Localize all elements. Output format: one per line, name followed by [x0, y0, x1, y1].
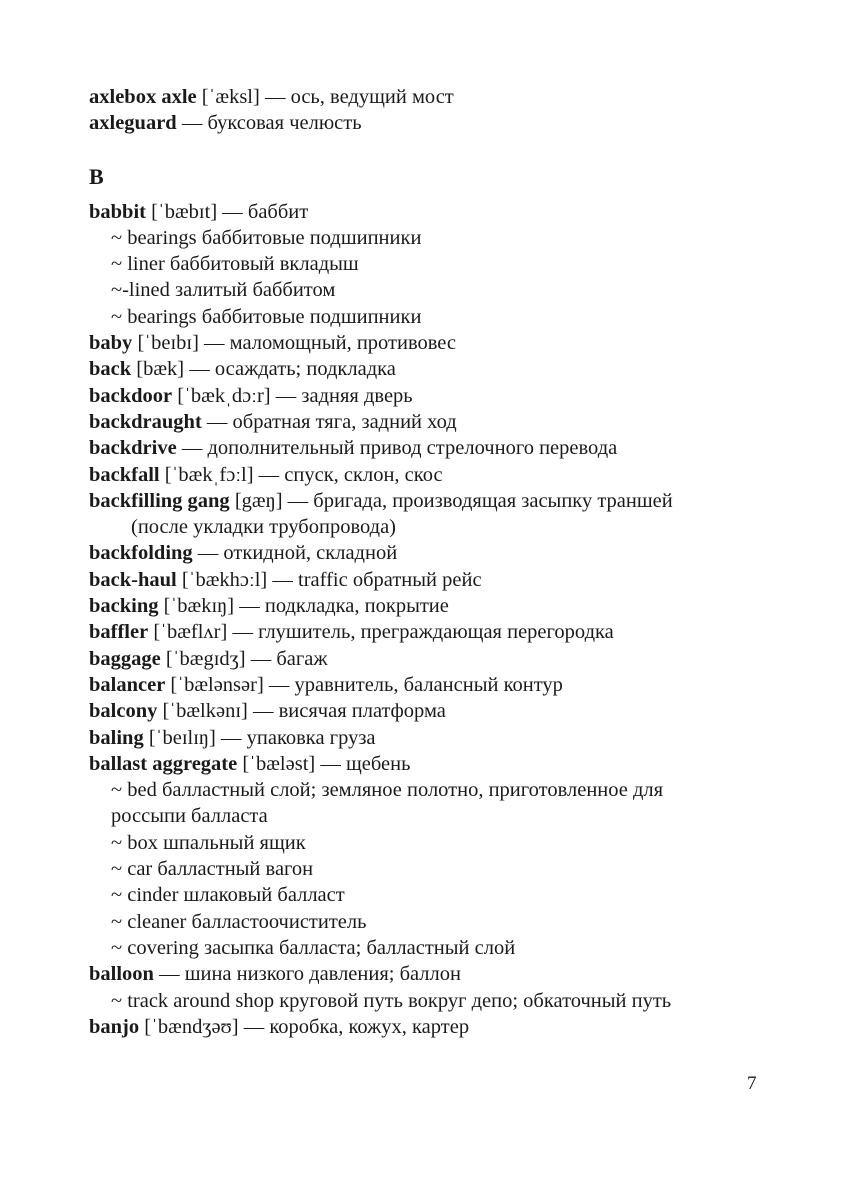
entry-headword: backfall [89, 463, 160, 486]
sub-entry: россыпи балласта [111, 805, 268, 828]
entry-definition: [ˈbælənsər] — уравнитель, балансный контур [165, 673, 563, 696]
dictionary-entry [89, 540, 761, 566]
dictionary-entry [89, 383, 761, 409]
entry-definition: [bæk] — осаждать; подкладка [131, 358, 396, 381]
dictionary-entry [89, 488, 761, 514]
entry-definition: [ˈbækhɔːl] — traffic обратный рейс [176, 568, 482, 591]
entry-definition: [ˈbægɪdʒ] — багаж [160, 647, 328, 670]
entry-definition: [ˈbæflʌr] — глушитель, преграждающая перегородка [148, 621, 614, 644]
dictionary-entry [89, 725, 761, 751]
dictionary-entry [89, 698, 761, 724]
entry-headword: ballast aggregate [89, 752, 238, 775]
entry-headword: balcony [89, 700, 158, 723]
section-letter: B [89, 163, 104, 189]
dictionary-entry [89, 435, 761, 461]
entry-headword: backdraught [89, 410, 202, 433]
sub-entry: ~ cleaner балластоочиститель [111, 910, 367, 933]
entry-headword: back-haul [89, 568, 177, 591]
entry-headword: banjo [89, 1015, 140, 1038]
entry-definition: — обратная тяга, задний ход [201, 410, 457, 433]
entry-definition: [ˈbækˌfɔːl] — спуск, склон, скос [159, 463, 443, 486]
entry-definition: [ˈbækɪŋ] — подкладка, покрытие [158, 595, 449, 618]
page-body [89, 84, 761, 1040]
dictionary-entry [89, 751, 761, 777]
entries-before-section [89, 84, 761, 137]
dictionary-entry [89, 110, 761, 136]
page-number: 7 [747, 1073, 757, 1094]
entry-headword: baffler [89, 621, 149, 644]
entry-definition: [ˈbælkənɪ] — висячая платформа [157, 700, 446, 723]
sub-entry: ~-lined залитый баббитом [111, 279, 336, 302]
entry-headword: backdrive [89, 437, 177, 460]
entry-headword: axleguard [89, 112, 177, 135]
entry-headword: balloon [89, 963, 154, 986]
sub-entry: ~ bed балластный слой; земляное полотно, приготовленное для [111, 779, 664, 802]
entry-definition: [ˈæksl] — ось, ведущий мост [196, 86, 454, 108]
sub-entry: ~ covering засыпка балласта; балластный слой [111, 936, 516, 959]
entry-definition: — дополнительный привод стрелочного перевода [176, 437, 618, 460]
sub-entry: ~ bearings баббитовые подшипники [111, 305, 422, 328]
entry-definition: [ˈbæləst] — щебень [237, 752, 411, 775]
entry-headword: backfilling gang [89, 489, 230, 512]
sub-entry: ~ bearings баббитовые подшипники [111, 226, 422, 249]
entry-headword: backing [89, 595, 159, 618]
dictionary-entry [89, 462, 761, 488]
entry-headword: babbit [89, 200, 146, 223]
entry-headword: back [89, 358, 132, 381]
entry-headword: baby [89, 332, 133, 355]
sub-entry: ~ track around shop круговой путь вокруг депо; обкаточный путь [111, 989, 672, 1012]
entry-definition: — буксовая челюсть [176, 112, 362, 135]
dictionary-entry [89, 567, 761, 593]
entry-continuation: (после укладки трубопровода) [131, 516, 397, 539]
entry-definition: [ˈbeɪbɪ] — маломощный, противовес [132, 332, 457, 355]
entry-definition: [ˈbeɪlɪŋ] — упаковка груза [143, 726, 376, 749]
entry-definition: — шина низкого давления; баллон [153, 963, 461, 986]
sub-entry: ~ liner баббитовый вкладыш [111, 253, 359, 276]
dictionary-entry [89, 593, 761, 619]
entry-headword: axlebox axle [89, 86, 197, 108]
entry-headword: backfolding [89, 542, 193, 565]
dictionary-entry [89, 961, 761, 987]
dictionary-entry [89, 619, 761, 645]
entry-headword: backdoor [89, 384, 173, 407]
dictionary-entry [89, 84, 761, 110]
entry-definition: [ˈbæbɪt] — баббит [145, 200, 309, 223]
entry-definition: [gæŋ] — бригада, производящая засыпку траншей [229, 489, 673, 512]
dictionary-entry [89, 330, 761, 356]
dictionary-entry [89, 646, 761, 672]
entry-definition: [ˈbændʒəʊ] — коробка, кожух, картер [139, 1015, 470, 1038]
entry-headword: baggage [89, 647, 161, 670]
entries-list [89, 199, 761, 1041]
sub-entry: ~ car балластный вагон [111, 858, 314, 881]
entry-headword: baling [89, 726, 144, 749]
sub-entry: ~ cinder шлаковый балласт [111, 884, 345, 907]
dictionary-entry [89, 409, 761, 435]
entry-definition: — откидной, складной [192, 542, 398, 565]
sub-entry: ~ box шпальный ящик [111, 831, 306, 854]
entry-definition: [ˈbækˌdɔːr] — задняя дверь [172, 384, 413, 407]
entry-headword: balancer [89, 673, 166, 696]
dictionary-entry [89, 672, 761, 698]
dictionary-entry [89, 356, 761, 382]
dictionary-entry [89, 199, 761, 225]
dictionary-entry [89, 1014, 761, 1040]
